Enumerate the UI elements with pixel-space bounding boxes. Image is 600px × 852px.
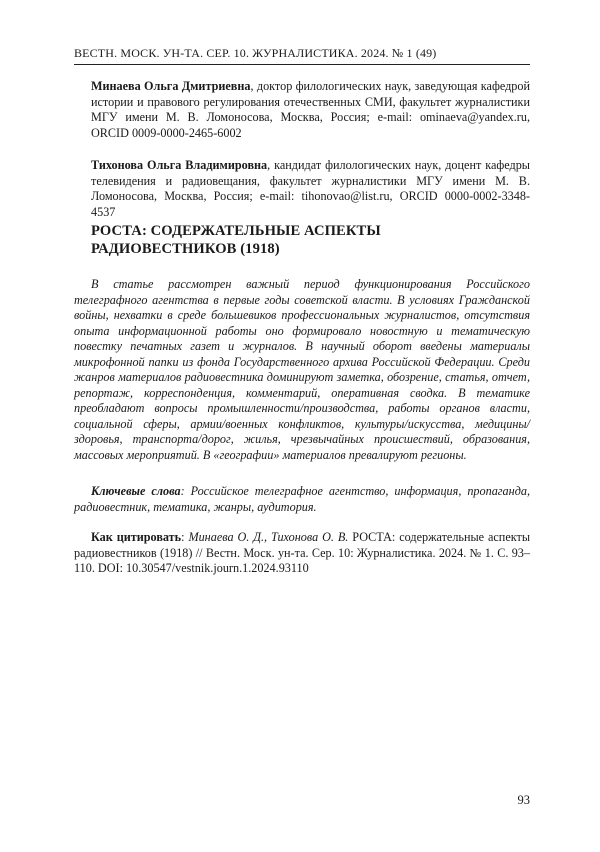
citation-text: РОСТА: содержательные аспекты радиовестников (1918) // Вестн. Моск. ун-та. Сер. 10: Журналистика. 2024. № 1. С. 93–110. DOI: 10.30547/vestnik.journ.1.2024.93110 xyxy=(74,530,531,576)
author-name-2: Тихонова Ольга Владимировна xyxy=(91,158,268,172)
citation-label: Как цитировать xyxy=(91,530,182,544)
keywords-text: : Российское телеграфное агентство, информация, пропаганда, радиовестник, тематика, жанры, аудитория. xyxy=(74,484,530,514)
author-name-1: Минаева Ольга Дмитриевна xyxy=(91,79,251,93)
abstract: В статье рассмотрен важный период функционирования Российского телеграфного агентства в первые годы советской власти. В условиях Гражданской войны, нехватки в среде большевиков профессиональных журналистов, отсутствия опыта информационной работы оно формировало новостную и тематическую повестку печатных газет и журналов. В научный оборот введены материалы микрофонной папки из фонда Государственного архива Российской Федерации. Среди жанров материалов радиовестника доминируют заметка, обозрение, статья, отчет, репортаж, корреспонденция, комментарий, оперативная сводка. В тематике преобладают вопросы промышленности/производства, работы органов власти, социальной сферы, армии/военных конфликтов, культуры/искусства, медицины/здоровья, транспорта/дорог, жилья, чрезвычайных происшествий, образования, массовых мероприятий. В «географии» материалов превалируют регионы. xyxy=(74,277,530,463)
author-details-1: , доктор филологических наук, заведующая кафедрой истории и правового регулирования отечественных СМИ, факультет журналистики МГУ имени М. В. Ломоносова, Москва, Россия; e-mail: ominaeva@yandex.ru, ORCID 0009-0000-2465-6002 xyxy=(91,79,531,140)
article-title: РОСТА: СОДЕРЖАТЕЛЬНЫЕ АСПЕКТЫ РАДИОВЕСТНИКОВ (1918) xyxy=(91,223,381,257)
keywords xyxy=(74,484,530,515)
author-details-2: , кандидат филологических наук, доцент кафедры телевидения и радиовещания, факультет журналистики МГУ имени М. В. Ломоносова, Москва, Россия; e-mail: tihonovao@list.ru, ORCID 0000-0002-3348-4537 xyxy=(91,158,531,219)
keywords-label: Ключевые слова xyxy=(91,484,181,498)
header-rule xyxy=(74,64,530,65)
page-number: 93 xyxy=(517,793,530,807)
citation xyxy=(74,530,530,577)
author-info-1 xyxy=(91,79,530,141)
running-head: ВЕСТН. МОСК. УН-ТА. СЕР. 10. ЖУРНАЛИСТИКА. 2024. № 1 (49) xyxy=(74,46,437,60)
citation-authors: Минаева О. Д., Тихонова О. В. xyxy=(188,530,349,544)
author-info-2 xyxy=(91,158,530,220)
citation-colon: : xyxy=(181,530,189,544)
